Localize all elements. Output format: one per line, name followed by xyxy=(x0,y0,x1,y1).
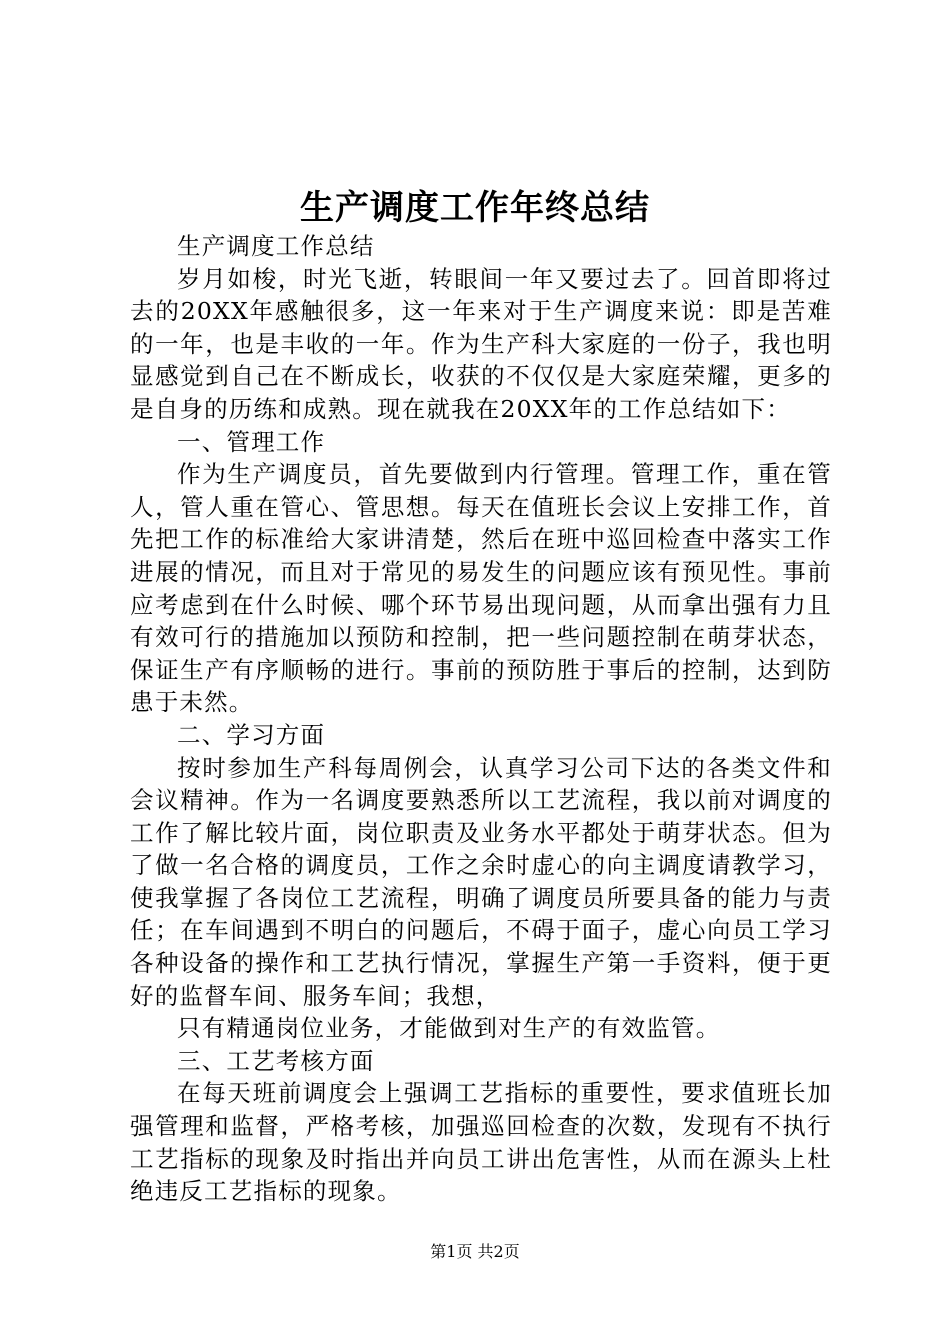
paragraph-intro: 岁月如梭，时光飞逝，转眼间一年又要过去了。回首即将过去的20XX年感触很多，这一年来对于生产调度来说：即是苦难的一年，也是丰收的一年。作为生产科大家庭的一份子，我也明显感觉到自己在不断成长，收获的不仅仅是大家庭荣耀，更多的是自身的历练和成熟。现在就我在20XX年的工作总结如下： xyxy=(130,264,832,423)
paragraph-subtitle: 生产调度工作总结 xyxy=(177,232,375,260)
paragraph-learning-conclusion: 只有精通岗位业务，才能做到对生产的有效监管。 xyxy=(177,1014,721,1043)
section-heading-learning: 二、学习方面 xyxy=(177,720,326,749)
section-heading-process-assessment: 三、工艺考核方面 xyxy=(177,1046,375,1075)
document-title: 生产调度工作年终总结 xyxy=(300,188,650,228)
paragraph-learning: 按时参加生产科每周例会，认真学习公司下达的各类文件和会议精神。作为一名调度要熟悉所以工艺流程，我以前对调度的工作了解比较片面，岗位职责及业务水平都处于萌芽状态。但为了做一名合格的调度员，工作之余时虚心的向主调度请教学习，使我掌握了各岗位工艺流程，明确了调度员所要具备的能力与责任；在车间遇到不明白的问题后，不碍于面子，虚心向员工学习各种设备的操作和工艺执行情况，掌握生产第一手资料，便于更好的监督车间、服务车间；我想， xyxy=(130,753,832,1010)
page-footer: 第1页 共2页 xyxy=(430,1242,520,1261)
paragraph-process-assessment: 在每天班前调度会上强调工艺指标的重要性，要求值班长加强管理和监督，严格考核，加强巡回检查的次数，发现有不执行工艺指标的现象及时指出并向员工讲出危害性，从而在源头上杜绝违反工艺指标的现象。 xyxy=(130,1079,832,1206)
paragraph-management: 作为生产调度员，首先要做到内行管理。管理工作，重在管人，管人重在管心、管思想。每天在值班长会议上安排工作，首先把工作的标准给大家讲清楚，然后在班中巡回检查中落实工作进展的情况，而且对于常见的易发生的问题应该有预见性。事前应考虑到在什么时候、哪个环节易出现问题，从而拿出强有力且有效可行的措施加以预防和控制，把一些问题控制在萌芽状态，保证生产有序顺畅的进行。事前的预防胜于事后的控制，达到防患于未然。 xyxy=(130,460,832,717)
section-heading-management: 一、管理工作 xyxy=(177,427,326,456)
document-body xyxy=(130,230,832,1208)
